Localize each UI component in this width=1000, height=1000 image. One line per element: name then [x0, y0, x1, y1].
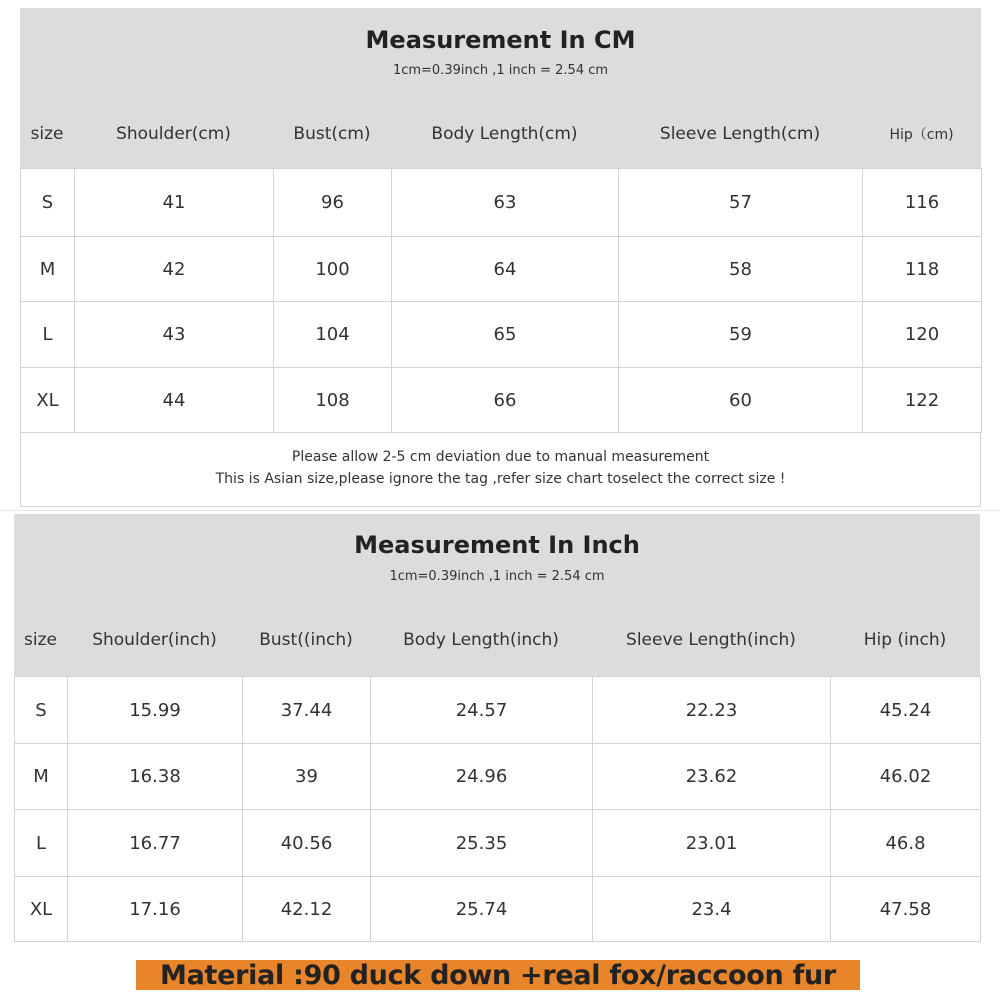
column-header: Sleeve Length(cm) [659, 124, 821, 144]
note-line-deviation: Please allow 2-5 cm deviation due to manual measurement [291, 449, 710, 465]
table-row [21, 237, 982, 302]
table-cell: 120 [863, 302, 982, 368]
table-cell: 42.12 [243, 877, 371, 942]
table-cell: 17.16 [68, 877, 243, 942]
inch-chart-title: Measurement In Inch [354, 531, 640, 559]
column-header: Hip (inch) [863, 630, 947, 650]
table-cell: 42 [75, 237, 274, 302]
inch-size-table [14, 676, 981, 942]
column-header: Bust((inch) [259, 630, 353, 650]
table-cell: L [21, 302, 75, 368]
table-cell: 40.56 [243, 810, 371, 877]
table-cell: 22.23 [593, 677, 831, 744]
table-cell: 23.62 [593, 744, 831, 810]
cm-size-chart [20, 8, 981, 508]
material-banner: Material :90 duck down +real fox/raccoon fur [136, 960, 860, 990]
table-cell: 96 [274, 169, 392, 237]
table-row [15, 877, 981, 942]
table-cell: 108 [274, 368, 392, 433]
inch-chart-column-headers [14, 618, 980, 662]
cm-chart-column-headers [20, 112, 981, 156]
table-cell: 57 [619, 169, 863, 237]
table-cell: S [15, 677, 68, 744]
table-cell: 37.44 [243, 677, 371, 744]
table-cell: XL [21, 368, 75, 433]
table-cell: S [21, 169, 75, 237]
column-header: size [30, 124, 64, 144]
inch-chart-header [14, 514, 980, 676]
table-cell: 43 [75, 302, 274, 368]
inch-chart-conversion: 1cm=0.39inch ,1 inch = 2.54 cm [389, 569, 605, 584]
table-cell: 24.57 [371, 677, 593, 744]
table-cell: 58 [619, 237, 863, 302]
table-cell: 24.96 [371, 744, 593, 810]
table-cell: 63 [392, 169, 619, 237]
table-cell: 100 [274, 237, 392, 302]
table-row [21, 302, 982, 368]
column-header: Shoulder(cm) [116, 124, 231, 144]
table-cell: 46.8 [831, 810, 981, 877]
table-row [15, 744, 981, 810]
table-cell: 41 [75, 169, 274, 237]
table-cell: 65 [392, 302, 619, 368]
column-header: Hip（cm) [889, 127, 954, 143]
cm-chart-conversion: 1cm=0.39inch ,1 inch = 2.54 cm [392, 63, 609, 78]
column-header: Shoulder(inch) [92, 630, 217, 650]
table-cell: 47.58 [831, 877, 981, 942]
table-cell: 16.77 [68, 810, 243, 877]
table-cell: M [21, 237, 75, 302]
table-cell: 104 [274, 302, 392, 368]
table-cell: 116 [863, 169, 982, 237]
table-cell: 25.35 [371, 810, 593, 877]
table-row [15, 677, 981, 744]
section-divider [0, 510, 1000, 511]
table-cell: 15.99 [68, 677, 243, 744]
table-cell: 25.74 [371, 877, 593, 942]
table-cell: 44 [75, 368, 274, 433]
column-header: Body Length(cm) [431, 124, 578, 144]
inch-size-chart [14, 514, 980, 942]
table-cell: 59 [619, 302, 863, 368]
table-cell: XL [15, 877, 68, 942]
table-cell: 23.01 [593, 810, 831, 877]
column-header: Body Length(inch) [403, 630, 559, 650]
measurement-note [20, 432, 981, 507]
table-cell: L [15, 810, 68, 877]
table-cell: 118 [863, 237, 982, 302]
table-cell: 39 [243, 744, 371, 810]
column-header: size [24, 630, 57, 650]
table-cell: 23.4 [593, 877, 831, 942]
table-cell: 60 [619, 368, 863, 433]
table-row [21, 368, 982, 433]
cm-chart-title: Measurement In CM [365, 26, 636, 54]
column-header: Bust(cm) [293, 124, 371, 144]
table-cell: 64 [392, 237, 619, 302]
table-row [21, 169, 982, 237]
table-cell: 66 [392, 368, 619, 433]
cm-chart-header [20, 8, 981, 168]
column-header: Sleeve Length(inch) [626, 630, 796, 650]
table-cell: 45.24 [831, 677, 981, 744]
note-line-asian-size: This is Asian size,please ignore the tag ,refer size chart toselect the correct size ! [215, 471, 786, 487]
table-row [15, 810, 981, 877]
table-cell: 16.38 [68, 744, 243, 810]
table-cell: 46.02 [831, 744, 981, 810]
cm-size-table [20, 168, 982, 433]
table-cell: M [15, 744, 68, 810]
table-cell: 122 [863, 368, 982, 433]
